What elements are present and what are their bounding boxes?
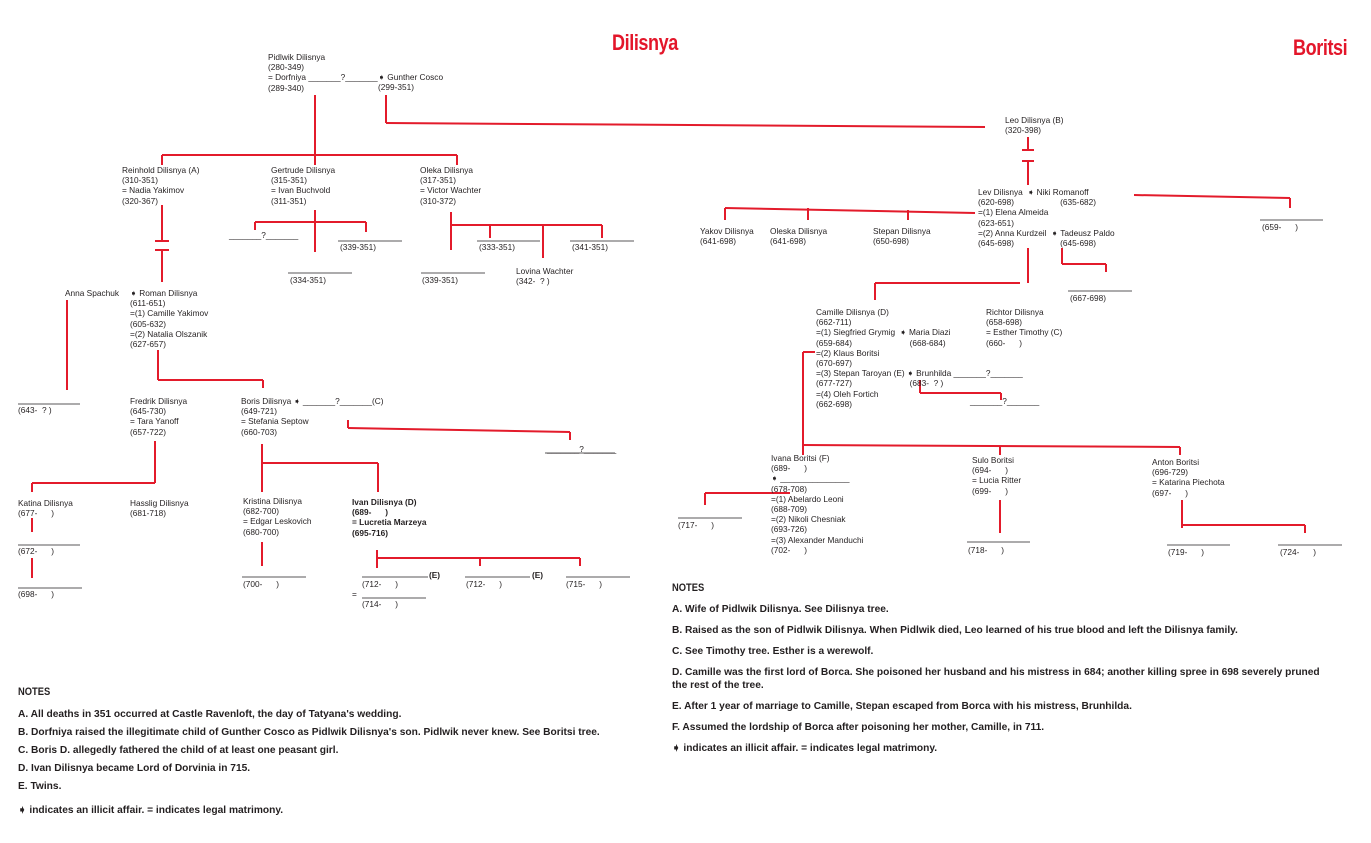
camille-dilisnya-node: Camille Dilisnya (D) (662-711) =(1) Siegfried Grymig ➧ Maria Diazi (659-684) (668-684) =(2) Klaus Boritsi (670-697) =(3) Stepan Taroyan (E) ➧ Brunhilda _______?_______ (677-727) (683- ? ) =(4) Oleh Fortich (662-698) — [816, 307, 1023, 409]
legend-left: ➧ indicates an illicit affair. = indicates legal matrimony. — [18, 805, 284, 816]
boritsi-title: Boritsi — [1293, 35, 1348, 60]
oleska-dilisnya-node: Oleska Dilisnya (641-698) — [770, 226, 828, 247]
note-right-b: B. Raised as the son of Pidlwik Dilisnya. When Pidlwik died, Leo learned of his true blood and left the Dilisnya family. — [672, 625, 1238, 636]
note-right-f: F. Assumed the lordship of Borca after poisoning her mother, Camille, in 711. — [672, 722, 1045, 733]
anna-spachuk-node: Anna Spachuk — [65, 288, 119, 298]
kristina-dilisnya-node: Kristina Dilisnya (682-700) = Edgar Leskovich (680-700) — [243, 496, 312, 537]
lev-dilisnya-node: Lev Dilisnya ➧ Niki Romanoff (620-698) (635-682) =(1) Elena Almeida (623-651) =(2) Anna Kurdzeil ➧ Tadeusz Paldo (645-698) (645-698) — [978, 187, 1115, 249]
anton-child-2: (724- ) — [1280, 547, 1316, 557]
note-left-c: C. Boris D. allegedly fathered the child of at least one peasant girl. — [18, 745, 339, 756]
roman-dilisnya-node: ➧ Roman Dilisnya (611-651) =(1) Camille Yakimov (605-632) =(2) Natalia Olszanik (627-657) — [130, 288, 209, 350]
note-right-a: A. Wife of Pidlwik Dilisnya. See Dilisnya tree. — [672, 604, 889, 615]
gertrude-child-3: (334-351) — [290, 275, 326, 285]
note-right-d: D. Camille was the first lord of Borca. She poisoned her husband and his mistress in 684; another killing spree in 698 severely pruned the rest of the tree. — [672, 667, 1320, 691]
stepan-dilisnya-node: Stepan Dilisnya (650-698) — [873, 226, 931, 247]
reinhold-dilisnya-node: Reinhold Dilisnya (A) (310-351) = Nadia Yakimov (320-367) — [122, 165, 200, 206]
gertrude-dilisnya-node: Gertrude Dilisnya (315-351) = Ivan Buchvold (311-351) — [271, 165, 336, 206]
gunther-cosco-node: ➧ Gunther Cosco (299-351) — [378, 72, 444, 93]
note-left-b: B. Dorfniya raised the illegitimate child of Gunther Cosco as Pidlwik Dilisnya's son. Pidlwik never knew. See Boritsi tree. — [18, 727, 600, 738]
sulo-boritsi-node: Sulo Boritsi (694- ) = Lucia Ritter (699- ) — [972, 455, 1022, 496]
lovina-wachter-node: Lovina Wachter (342- ? ) — [516, 266, 574, 287]
ivan-dilisnya-node: Ivan Dilisnya (D) (689- ) = Lucretia Marzeya (695-716) — [352, 497, 427, 538]
brunhilda-child: _______?_______ — [970, 396, 1040, 406]
twin-marker-2: (E) — [532, 570, 544, 580]
anton-boritsi-node: Anton Boritsi (696-729) = Katarina Piechota (697- ) — [1152, 457, 1225, 498]
hasslig-dilisnya-node: Hasslig Dilisnya (681-718) — [130, 498, 189, 519]
richtor-dilisnya-node: Richtor Dilisnya (658-698) = Esther Timothy (C) (660- ) — [986, 307, 1063, 348]
ivana-child: (717- ) — [678, 520, 714, 530]
fredrik-dilisnya-node: Fredrik Dilisnya (645-730) = Tara Yanoff (657-722) — [130, 396, 188, 437]
katina-child-2: (698- ) — [18, 589, 54, 599]
katina-child-1: (672- ) — [18, 546, 54, 556]
notes-heading-right: NOTES — [672, 582, 705, 594]
gertrude-child-2: (339-351) — [340, 242, 376, 252]
boris-affair-child: _______?_______ — [547, 444, 617, 454]
anton-child-1: (719- ) — [1168, 547, 1204, 557]
note-right-e: E. After 1 year of marriage to Camille, Stepan escaped from Borca with his mistress, Brunhilda. — [672, 701, 1132, 712]
leo-dilisnya-node: Leo Dilisnya (B) (320-398) — [1005, 115, 1064, 136]
twin-marker-1: (E) — [429, 570, 441, 580]
oleka-dilisnya-node: Oleka Dilisnya (317-351) = Victor Wachter (310-372) — [420, 165, 482, 206]
sulo-child: (718- ) — [968, 545, 1004, 555]
note-left-a: A. All deaths in 351 occurred at Castle Ravenloft, the day of Tatyana's wedding. — [18, 709, 402, 720]
note-right-c: C. See Timothy tree. Esther is a werewolf. — [672, 646, 874, 657]
niki-romanoff-child: (659- ) — [1262, 222, 1298, 232]
pidlwik-dilisnya-node: Pidlwik Dilisnya (280-349) = Dorfniya _______?_______ (289-340) — [268, 52, 378, 93]
oleka-child-2: (333-351) — [479, 242, 515, 252]
notes-heading-left: NOTES — [18, 686, 51, 698]
notes-list-left — [18, 708, 658, 817]
oleka-child-3: (341-351) — [572, 242, 608, 252]
note-left-e: E. Twins. — [18, 781, 62, 792]
yakov-dilisnya-node: Yakov Dilisnya (641-698) — [700, 226, 754, 247]
ivan-child-2: (712- ) — [466, 579, 502, 589]
katina-dilisnya-node: Katina Dilisnya (677- ) — [18, 498, 73, 519]
ivan-child-1: (712- ) — [362, 579, 398, 589]
gertrude-child-unknown: _______?_______ — [229, 230, 299, 240]
ivan-child-1-spouse: (714- ) — [362, 599, 398, 609]
ivan-child-3: (715- ) — [566, 579, 602, 589]
tadeusz-paldo-child: (667-698) — [1070, 293, 1106, 303]
ivana-boritsi-node: Ivana Boritsi (F) (689- ) ➧ _______________ (678-708) =(1) Abelardo Leoni (688-709) =(2) Nikoli Chesniak (693-726) =(3) Alexander Manduchi (702- ) — [771, 453, 864, 555]
boris-dilisnya-node: Boris Dilisnya ➧ _______?_______(C) (649-721) = Stefania Septow (660-703) — [241, 396, 384, 437]
legend-right: ➧ indicates an illicit affair. = indicates legal matrimony. — [672, 743, 938, 754]
kristina-child: (700- ) — [243, 579, 279, 589]
anna-spachuk-child: (643- ? ) — [18, 405, 52, 415]
dilisnya-title: Dilisnya — [612, 30, 678, 55]
notes-list-right — [672, 603, 1322, 755]
oleka-child-1: (339-351) — [422, 275, 458, 285]
note-left-d: D. Ivan Dilisnya became Lord of Dorvinia in 715. — [18, 763, 251, 774]
equals-sign: = — [352, 589, 357, 599]
